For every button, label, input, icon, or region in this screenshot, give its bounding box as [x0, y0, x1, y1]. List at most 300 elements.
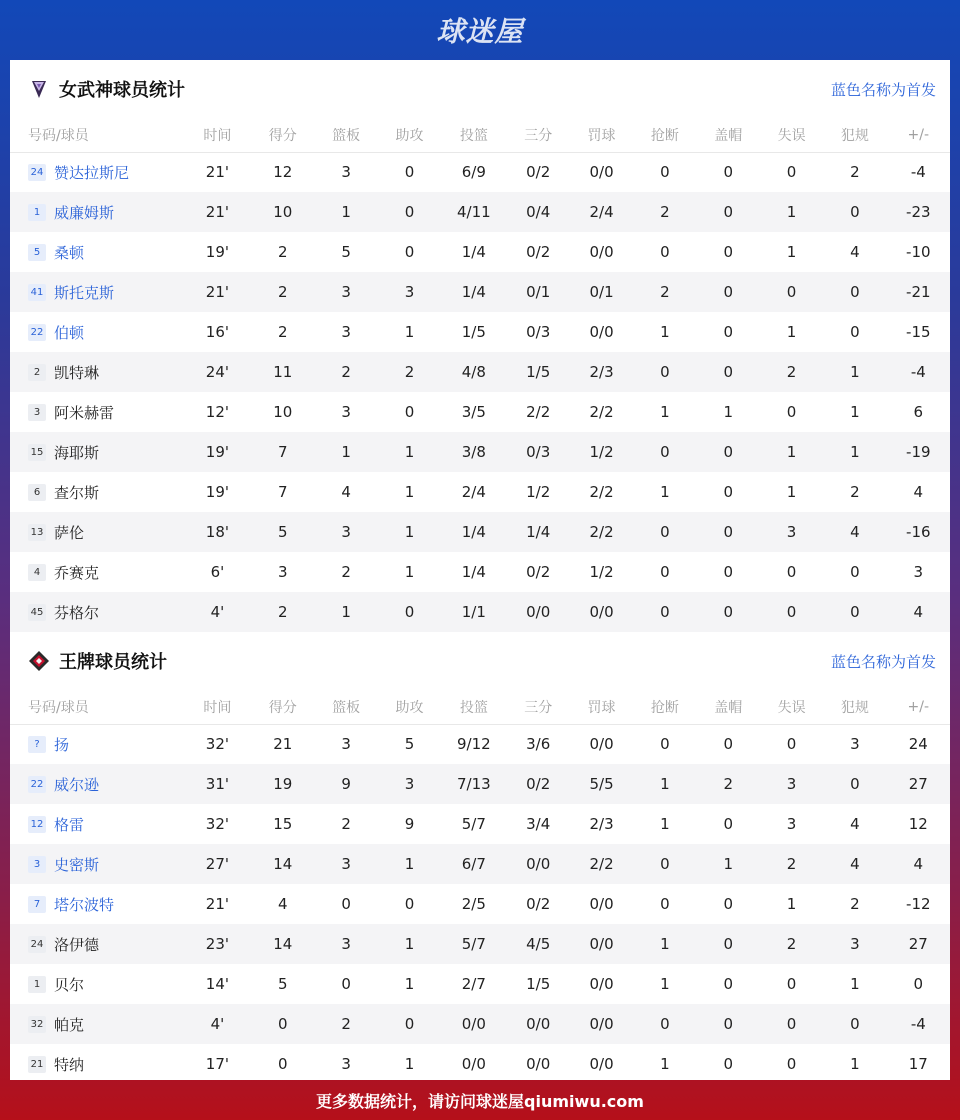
stat-cell: 0	[633, 592, 696, 632]
stat-cell: 1/2	[526, 483, 551, 501]
player-cell	[10, 512, 184, 552]
stat-cell: 0	[723, 1055, 733, 1073]
stat-cell: 0/2	[526, 243, 551, 261]
stat-cell: 14	[251, 844, 314, 884]
stat-cell: 7/13	[441, 764, 506, 804]
stat-cell: 0	[404, 163, 415, 182]
table-row	[10, 1004, 950, 1044]
stat-cell: 6'	[210, 563, 225, 581]
stat-cell: 2	[633, 192, 696, 232]
jersey-number-badge: 1	[28, 976, 46, 993]
stat-cell: 1	[660, 975, 670, 993]
stat-cell: 0	[660, 243, 670, 261]
stat-cell: 1	[633, 764, 696, 804]
player-name: 伯顿	[54, 323, 85, 342]
stat-cell: 1	[660, 483, 670, 501]
column-header: 时间	[184, 118, 251, 152]
stat-cell: 0/0	[589, 975, 614, 993]
stat-cell: 0	[697, 592, 760, 632]
column-header: 盖帽	[697, 118, 760, 152]
stat-cell: 1	[697, 844, 760, 884]
stat-cell: 4	[887, 844, 950, 884]
stat-cell: 1	[378, 512, 441, 552]
jersey-number-badge: 15	[28, 444, 46, 461]
stat-cell: 0	[823, 192, 886, 232]
stat-cell: 4	[913, 483, 924, 501]
jersey-number-badge: 12	[28, 816, 46, 833]
stat-cell: 0/2	[507, 764, 570, 804]
stat-cell: 0	[697, 924, 760, 964]
jersey-number-badge: 4	[28, 564, 46, 581]
stat-cell: 0	[723, 735, 733, 754]
column-header: 犯规	[823, 118, 886, 152]
player-cell	[10, 804, 184, 844]
column-header: 得分	[251, 118, 314, 152]
stat-cell: 1	[404, 483, 415, 501]
stat-cell: -10	[906, 243, 931, 261]
stat-cell: 2	[341, 563, 351, 581]
stat-cell: 0	[723, 323, 733, 341]
stat-cell: 0/0	[589, 735, 614, 754]
player-cell	[10, 272, 184, 312]
stats-table	[10, 690, 950, 1084]
stat-cell: 1	[850, 403, 860, 421]
stat-cell: 1/4	[461, 563, 486, 581]
stat-cell: 0	[633, 432, 696, 472]
stat-cell: 2	[314, 352, 377, 392]
column-header: 时间	[184, 690, 251, 724]
stat-cell: 0/0	[507, 844, 570, 884]
jersey-number-badge: 7	[28, 896, 46, 913]
stats-table	[10, 118, 950, 632]
column-header: 罚球	[570, 690, 633, 724]
stat-cell: 27'	[184, 844, 251, 884]
player-name: 芬格尔	[54, 603, 100, 622]
stat-cell: 3	[378, 272, 441, 312]
stat-cell: 0	[786, 735, 797, 754]
stat-cell: 0	[697, 432, 760, 472]
stat-cell: 0	[278, 1055, 288, 1073]
team-title: 女武神球员统计	[59, 80, 185, 101]
player-name: 帕克	[54, 1015, 85, 1034]
stat-cell: 4	[823, 512, 886, 552]
brand-logo: 球迷屋	[436, 15, 524, 48]
stat-cell: 32'	[205, 735, 229, 754]
stat-cell: 1	[660, 1055, 670, 1073]
column-header: 三分	[507, 690, 570, 724]
stat-cell: 2	[633, 272, 696, 312]
stat-cell: 2	[850, 163, 860, 182]
player-cell	[10, 472, 184, 512]
table-row	[10, 964, 950, 1004]
top-bar	[0, 0, 960, 60]
player-name: 贝尔	[54, 975, 85, 994]
stat-cell: 0	[660, 163, 670, 182]
stat-cell: 6/9	[461, 163, 486, 182]
stat-cell: 0	[723, 895, 733, 913]
table-row	[10, 512, 950, 552]
stat-cell: 16'	[205, 323, 229, 341]
stat-cell: 0	[404, 243, 415, 261]
stat-cell: 0/0	[570, 1004, 633, 1044]
player-name: 凯特琳	[54, 363, 100, 382]
table-row	[10, 312, 950, 352]
stat-cell: 0/3	[526, 323, 551, 341]
stat-cell: 0/0	[589, 895, 614, 913]
stat-cell: 0/3	[507, 432, 570, 472]
stat-cell: 3	[760, 764, 823, 804]
stat-cell: 0	[723, 243, 733, 261]
table-row	[10, 392, 950, 432]
table-row	[10, 764, 950, 804]
stat-cell: -4	[887, 352, 950, 392]
player-cell	[10, 152, 184, 192]
stat-cell: 3/4	[526, 815, 551, 833]
stat-cell: 5/5	[570, 764, 633, 804]
stat-cell: 0	[786, 403, 797, 421]
stat-cell: 19'	[205, 483, 229, 501]
player-cell	[10, 312, 184, 352]
player-name: 乔赛克	[54, 563, 100, 582]
team-title-group	[28, 76, 185, 102]
stat-cell: 0	[251, 1004, 314, 1044]
stat-cell: 1	[404, 323, 415, 341]
stat-cell: 0	[404, 403, 415, 421]
stat-cell: 2/2	[589, 483, 614, 501]
stat-cell: 0/0	[526, 1055, 551, 1073]
stat-cell: 1/5	[526, 975, 551, 993]
player-name: 桑顿	[54, 243, 85, 262]
column-header: 抢断	[633, 118, 696, 152]
stat-cell: 21'	[205, 163, 229, 182]
stat-cell: 1/4	[441, 272, 506, 312]
stat-cell: 2/4	[570, 192, 633, 232]
jersey-number-badge: 41	[28, 284, 46, 301]
stat-cell: 3	[314, 272, 377, 312]
stat-cell: 0	[913, 975, 924, 993]
stat-cell: 3	[314, 512, 377, 552]
stat-cell: 2/2	[570, 512, 633, 552]
stat-cell: 23'	[184, 924, 251, 964]
stat-cell: 0	[786, 1055, 797, 1073]
table-row	[10, 232, 950, 272]
player-cell	[10, 552, 184, 592]
stat-cell: 1	[660, 815, 670, 833]
stat-cell: 4	[850, 243, 860, 261]
stat-cell: 4	[278, 895, 288, 913]
stat-cell: 3/5	[461, 403, 486, 421]
stat-cell: 3/6	[526, 735, 551, 754]
stat-cell: 0	[341, 895, 351, 913]
stat-cell: 1	[314, 432, 377, 472]
stat-cell: 3	[341, 1055, 351, 1073]
stat-cell: 1	[786, 243, 797, 261]
stat-cell: 0	[823, 272, 886, 312]
stat-cell: 0	[823, 592, 886, 632]
stat-cell: 0/0	[570, 592, 633, 632]
player-cell	[10, 1044, 184, 1084]
stat-cell: 0	[723, 975, 733, 993]
stat-cell: 0/0	[507, 592, 570, 632]
team-header	[10, 60, 950, 118]
stat-cell: 5	[278, 975, 288, 993]
stat-cell: 1	[404, 1055, 415, 1073]
stat-cell: 0	[697, 512, 760, 552]
stat-cell: 5	[404, 735, 415, 754]
table-row	[10, 152, 950, 192]
stat-cell: 10	[251, 192, 314, 232]
team-header	[10, 632, 950, 690]
column-header: 投篮	[441, 690, 506, 724]
stat-cell: 0	[633, 352, 696, 392]
column-header: 投篮	[441, 118, 506, 152]
column-header: 失误	[760, 690, 823, 724]
jersey-number-badge: ?	[28, 736, 46, 753]
player-cell	[10, 1004, 184, 1044]
stat-cell: 1	[314, 592, 377, 632]
stat-cell: 3	[314, 924, 377, 964]
stat-cell: 3	[341, 735, 351, 754]
column-header: +/-	[887, 118, 950, 152]
stat-cell: -16	[887, 512, 950, 552]
stat-cell: 2	[278, 243, 288, 261]
stat-cell: -19	[887, 432, 950, 472]
stat-cell: 5/7	[461, 815, 486, 833]
jersey-number-badge: 6	[28, 484, 46, 501]
aces-logo-icon	[28, 650, 50, 672]
stat-cell: 0/0	[570, 924, 633, 964]
stat-cell: -4	[910, 163, 926, 182]
jersey-number-badge: 2	[28, 364, 46, 381]
stat-cell: 0	[378, 592, 441, 632]
player-name: 格雷	[54, 815, 85, 834]
stat-cell: 0	[760, 1004, 823, 1044]
stat-cell: 14	[251, 924, 314, 964]
table-row	[10, 924, 950, 964]
stat-cell: 0/0	[507, 1004, 570, 1044]
team-title: 王牌球员统计	[59, 652, 167, 673]
stat-cell: 0	[341, 975, 351, 993]
stat-cell: 21	[273, 735, 293, 754]
stat-cell: -15	[906, 323, 931, 341]
stat-cell: 2	[341, 815, 351, 833]
stat-cell: 9	[314, 764, 377, 804]
table-row	[10, 472, 950, 512]
stat-cell: 0/0	[589, 163, 614, 182]
column-header: 犯规	[823, 690, 886, 724]
stat-cell: 0	[660, 563, 670, 581]
stat-cell: 0/0	[589, 1055, 614, 1073]
jersey-number-badge: 24	[28, 936, 46, 953]
stat-cell: 2/2	[589, 403, 614, 421]
stat-cell: 1	[660, 323, 670, 341]
stat-cell: 5	[341, 243, 351, 261]
stat-cell: 5/7	[441, 924, 506, 964]
stat-cell: 1	[823, 352, 886, 392]
player-name: 查尔斯	[54, 483, 100, 502]
player-name: 阿米赫雷	[54, 403, 115, 422]
stat-cell: 1/4	[461, 243, 486, 261]
stat-cell: 6/7	[441, 844, 506, 884]
stat-cell: 0/4	[507, 192, 570, 232]
stat-cell: 1	[786, 895, 797, 913]
stat-cell: 3	[760, 512, 823, 552]
stat-cell: 4'	[184, 1004, 251, 1044]
player-name: 赞达拉斯尼	[54, 163, 130, 182]
table-row	[10, 432, 950, 472]
table-row	[10, 884, 950, 924]
player-cell	[10, 764, 184, 804]
player-name: 特纳	[54, 1055, 85, 1074]
stat-cell: 2	[697, 764, 760, 804]
jersey-number-badge: 32	[28, 1016, 46, 1033]
column-header: 得分	[251, 690, 314, 724]
stat-cell: 0	[760, 592, 823, 632]
jersey-number-badge: 22	[28, 776, 46, 793]
stat-cell: 0	[633, 512, 696, 552]
jersey-number-badge: 5	[28, 244, 46, 261]
table-row	[10, 1044, 950, 1084]
player-name: 萨伦	[54, 523, 85, 542]
stat-cell: 19'	[205, 243, 229, 261]
team-title-group	[28, 648, 167, 674]
player-cell	[10, 592, 184, 632]
player-cell	[10, 432, 184, 472]
stat-cell: 1	[660, 403, 670, 421]
stat-cell: 0/2	[526, 163, 551, 182]
player-cell	[10, 192, 184, 232]
stat-cell: 0	[823, 764, 886, 804]
jersey-number-badge: 13	[28, 524, 46, 541]
stat-cell: 1/4	[441, 512, 506, 552]
stat-cell: 2	[760, 352, 823, 392]
stat-cell: 2	[251, 272, 314, 312]
stat-cell: 12	[908, 815, 928, 833]
stat-cell: 1/2	[589, 563, 614, 581]
stat-cell: 0	[786, 163, 797, 182]
player-name: 威尔逊	[54, 775, 100, 794]
stat-cell: 1	[314, 192, 377, 232]
player-name: 斯托克斯	[54, 283, 115, 302]
stat-cell: 2/3	[570, 352, 633, 392]
stat-cell: -12	[906, 895, 931, 913]
stat-cell: 0	[378, 1004, 441, 1044]
stat-cell: 24'	[184, 352, 251, 392]
stat-cell: 1	[723, 403, 733, 421]
stat-cell: 0/0	[589, 243, 614, 261]
column-header: 号码/球员	[10, 118, 184, 152]
stat-cell: 1	[850, 1055, 860, 1073]
player-name: 洛伊德	[54, 935, 100, 954]
stat-cell: 0	[697, 352, 760, 392]
valkyries-logo-icon	[28, 78, 50, 100]
stat-cell: 3	[341, 323, 351, 341]
stat-cell: 0	[786, 563, 797, 581]
table-row	[10, 724, 950, 764]
column-header: 盖帽	[697, 690, 760, 724]
jersey-number-badge: 21	[28, 1056, 46, 1073]
stat-cell: 11	[251, 352, 314, 392]
stat-cell: 1	[823, 432, 886, 472]
stat-cell: 2	[251, 592, 314, 632]
stat-cell: 2	[760, 844, 823, 884]
stat-cell: 3	[278, 563, 288, 581]
player-cell	[10, 924, 184, 964]
column-header: 三分	[507, 118, 570, 152]
jersey-number-badge: 3	[28, 404, 46, 421]
stat-cell: 21'	[184, 272, 251, 312]
stat-cell: 0	[378, 192, 441, 232]
stat-cell: 0	[633, 844, 696, 884]
stat-cell: 1	[378, 432, 441, 472]
stat-cell: 2/4	[461, 483, 486, 501]
player-cell	[10, 352, 184, 392]
player-cell	[10, 844, 184, 884]
stat-cell: 0	[850, 563, 860, 581]
stat-cell: 0/0	[441, 1004, 506, 1044]
stat-cell: 18'	[184, 512, 251, 552]
column-header: 篮板	[314, 690, 377, 724]
column-header: 助攻	[378, 690, 441, 724]
table-row	[10, 192, 950, 232]
player-cell	[10, 392, 184, 432]
stat-cell: 2/2	[570, 844, 633, 884]
stat-cell: 0/0	[461, 1055, 486, 1073]
stat-cell: 1	[760, 432, 823, 472]
stat-cell: 0	[697, 192, 760, 232]
stat-cell: 3	[341, 163, 351, 182]
column-header: 号码/球员	[10, 690, 184, 724]
starter-note: 蓝色名称为首发	[830, 652, 936, 671]
table-row	[10, 352, 950, 392]
stat-cell: 0	[823, 1004, 886, 1044]
player-name: 海耶斯	[54, 443, 100, 462]
stat-cell: 3	[314, 844, 377, 884]
stat-cell: 27	[887, 924, 950, 964]
stat-cell: 2/5	[461, 895, 486, 913]
stat-cell: 10	[273, 403, 293, 421]
stat-cell: 4/11	[441, 192, 506, 232]
jersey-number-badge: 45	[28, 604, 46, 621]
stat-cell: 1	[850, 975, 860, 993]
stat-cell: 7	[278, 483, 288, 501]
stat-cell: 2/3	[589, 815, 614, 833]
stat-cell: 2/2	[526, 403, 551, 421]
player-name: 史密斯	[54, 855, 100, 874]
player-name: 扬	[54, 735, 70, 754]
stat-cell: 4	[850, 815, 860, 833]
stat-cell: 1/5	[507, 352, 570, 392]
table-row	[10, 844, 950, 884]
stat-cell: 2	[278, 323, 288, 341]
stat-cell: 2	[378, 352, 441, 392]
stat-cell: 7	[251, 432, 314, 472]
stats-panel	[10, 60, 950, 1080]
stat-cell: 4	[887, 592, 950, 632]
stat-cell: 21'	[205, 895, 229, 913]
table-row	[10, 272, 950, 312]
stat-cell: 0	[697, 272, 760, 312]
stat-cell: 1	[378, 844, 441, 884]
stat-cell: 0	[723, 163, 733, 182]
column-header: +/-	[887, 690, 950, 724]
stat-cell: 0	[723, 483, 733, 501]
stat-cell: 2	[850, 483, 860, 501]
stat-cell: 1	[760, 192, 823, 232]
stat-cell: 19'	[184, 432, 251, 472]
column-header: 篮板	[314, 118, 377, 152]
player-name: 塔尔波特	[54, 895, 115, 914]
